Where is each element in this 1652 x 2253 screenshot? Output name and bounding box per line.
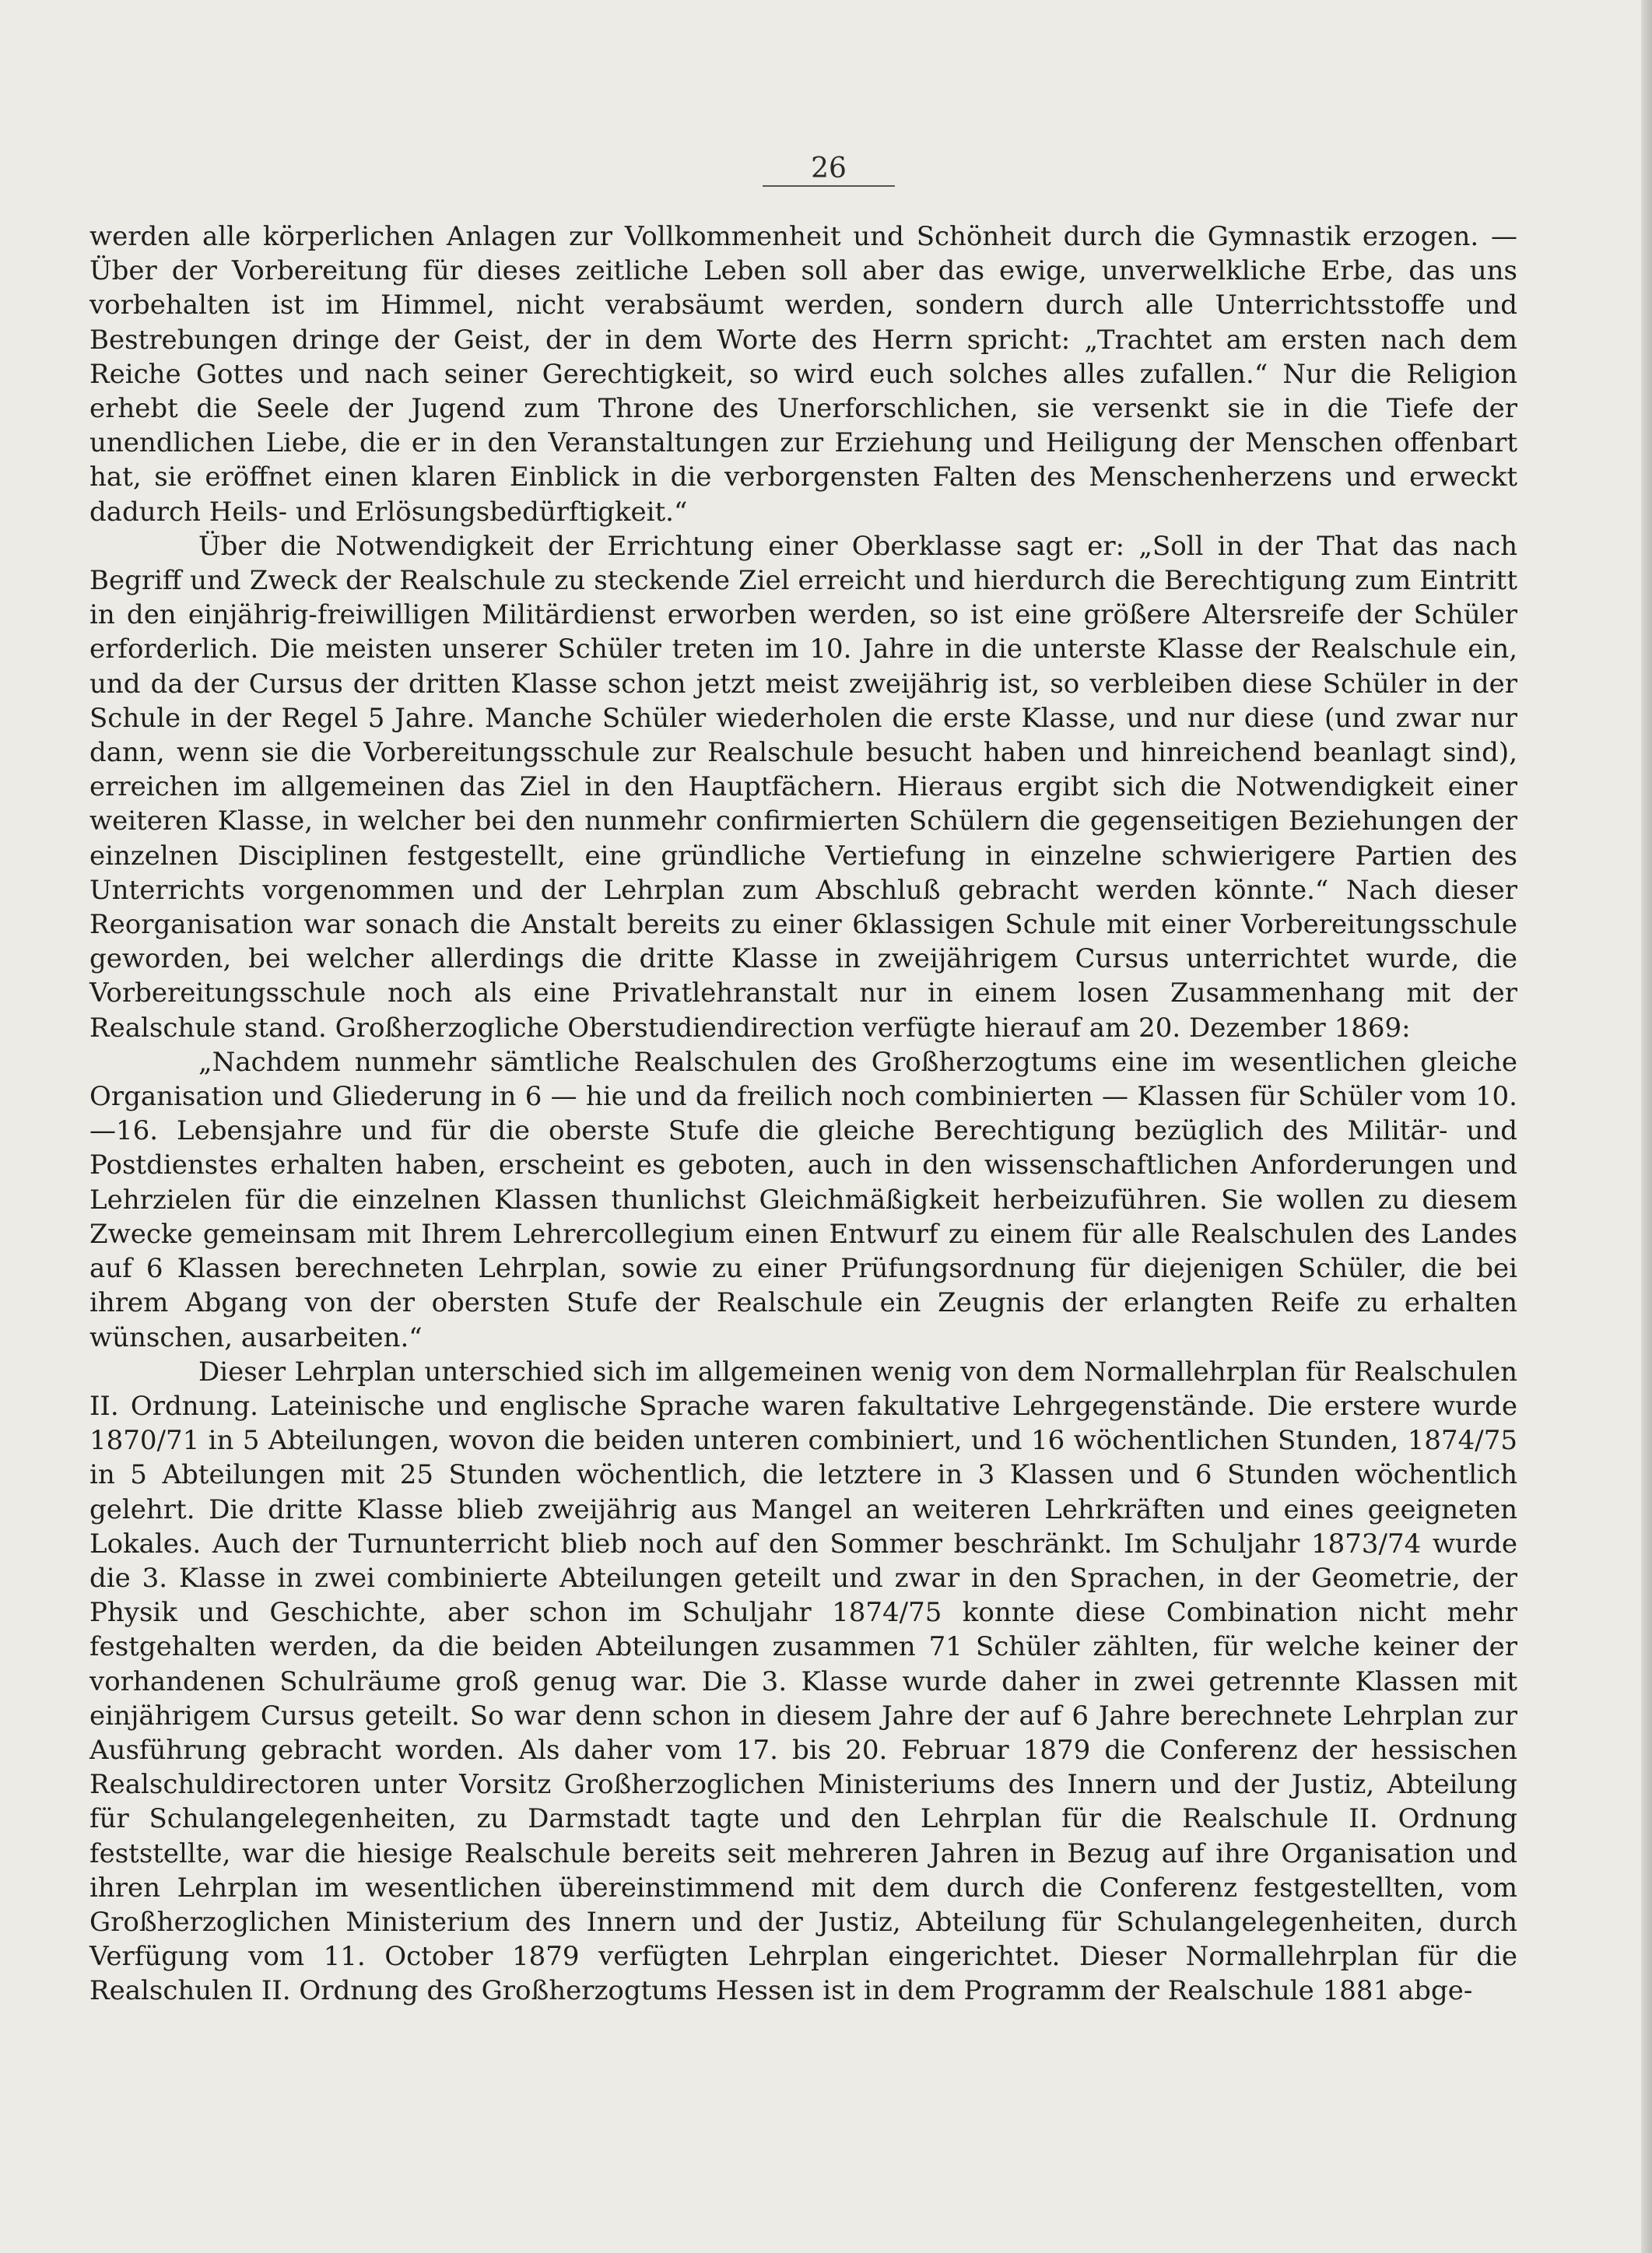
page-number-rule: [763, 185, 895, 187]
page-number: 26: [811, 153, 847, 184]
paragraph-4: Dieser Lehrplan unterschied sich im allgemeinen wenig von dem Normallehrplan für Realschulen II. Ordnung. Lateinische und englische Sprache waren fakultative Lehrgegenstände. Die erstere wurde 1870/71 in 5 Abteilungen, wovon die beiden unteren combiniert, und 16 wöchentlichen Stunden, 1874/75 in 5 Abteilungen mit 25 Stunden wöchentlich, die letztere in 3 Klassen und 6 Stunden wöchentlich gelehrt. Die dritte Klasse blieb zweijährig aus Mangel an weiteren Lehrkräften und eines geeigneten Lokales. Auch der Turnunterricht blieb noch auf den Sommer beschränkt. Im Schuljahr 1873/74 wurde die 3. Klasse in zwei combinierte Abteilungen geteilt und zwar in den Sprachen, in der Geometrie, der Physik und Geschichte, aber schon im Schuljahr 1874/75 konnte diese Combination nicht mehr festgehalten werden, da die beiden Abteilungen zusammen 71 Schüler zählten, für welche keiner der vorhandenen Schulräume groß genug war. Die 3. Klasse wurde daher in zwei getrennte Klassen mit einjährigem Cursus geteilt. So war denn schon in diesem Jahre der auf 6 Jahre berechnete Lehrplan zur Ausführung gebracht worden. Als daher vom 17. bis 20. Februar 1879 die Conferenz der hessischen Realschuldirectoren unter Vorsitz Großherzoglichen Ministeriums des Innern und der Justiz, Abteilung für Schulangelegenheiten, zu Darmstadt tagte und den Lehrplan für die Realschule II. Ordnung feststellte, war die hiesige Realschule bereits seit mehreren Jahren in Bezug auf ihre Organisation und ihren Lehrplan im wesentlichen übereinstimmend mit dem durch die Conferenz festgestellten, vom Großherzoglichen Ministerium des Innern und der Justiz, Abteilung für Schulangelegenheiten, durch Verfügung vom 11. October 1879 verfügten Lehrplan eingerichtet. Dieser Normallehrplan für die Realschulen II. Ordnung des Großherzogtums Hessen ist in dem Programm der Realschule 1881 abge-: [89, 1356, 1517, 2007]
paragraph-1: werden alle körperlichen Anlagen zur Vollkommenheit und Schönheit durch die Gymnastik erzogen. — Über der Vorbereitung für dieses zeitliche Leben soll aber das ewige, unverwelkliche Erbe, das uns vorbehalten ist im Himmel, nicht verabsäumt werden, sondern durch alle Unterrichtsstoffe und Bestrebungen dringe der Geist, der in dem Worte des Herrn spricht: „Trachtet am ersten nach dem Reiche Gottes und nach seiner Gerechtigkeit, so wird euch solches alles zufallen.“ Nur die Religion erhebt die Seele der Jugend zum Throne des Unerforschlichen, sie versenkt sie in die Tiefe der unendlichen Liebe, die er in den Veranstaltungen zur Erziehung und Heiligung der Menschen offenbart hat, sie eröffnet einen klaren Einblick in die verborgensten Falten des Menschenherzens und erweckt dadurch Heils- und Erlösungsbedürftigkeit.“: [89, 221, 1517, 528]
page-edge: [1641, 0, 1652, 2253]
paragraph-3-quotation: „Nachdem nunmehr sämtliche Realschulen des Großherzogtums eine im wesentlichen gleiche Organisation und Gliederung in 6 — hie und da freilich noch combinierten — Klassen für Schüler vom 10.—16. Lebensjahre und für die oberste Stufe die gleiche Berechtigung bezüglich des Militär- und Postdienstes erhalten haben, erscheint es geboten, auch in den wissenschaftlichen Anforderungen und Lehrzielen für die einzelnen Klassen thunlichst Gleichmäßigkeit herbeizuführen. Sie wollen zu diesem Zwecke gemeinsam mit Ihrem Lehrercollegium einen Entwurf zu einem für alle Realschulen des Landes auf 6 Klassen berechneten Lehrplan, sowie zu einer Prüfungsordnung für diejenigen Schüler, die bei ihrem Abgang von der obersten Stufe der Realschule ein Zeugnis der erlangten Reife zu erhalten wünschen, ausarbeiten.“: [89, 1046, 1517, 1353]
paragraph-2: Über die Notwendigkeit der Errichtung einer Oberklasse sagt er: „Soll in der That das nach Begriff und Zweck der Realschule zu steckende Ziel erreicht und hierdurch die Berechtigung zum Eintritt in den einjährig-freiwilligen Militärdienst erworben werden, so ist eine größere Altersreife der Schüler erforderlich. Die meisten unserer Schüler treten im 10. Jahre in die unterste Klasse der Realschule ein, und da der Cursus der dritten Klasse schon jetzt meist zweijährig ist, so verbleiben diese Schüler in der Schule in der Regel 5 Jahre. Manche Schüler wiederholen die erste Klasse, und nur diese (und zwar nur dann, wenn sie die Vorbereitungsschule zur Realschule besucht haben und hinreichend beanlagt sind), erreichen im allgemeinen das Ziel in den Hauptfächern. Hieraus ergibt sich die Notwendigkeit einer weiteren Klasse, in welcher bei den nunmehr confirmierten Schülern die gegenseitigen Beziehungen der einzelnen Disciplinen festgestellt, eine gründliche Vertiefung in einzelne schwierigere Partien des Unterrichts vorgenommen und der Lehrplan zum Abschluß gebracht werden könnte.“ Nach dieser Reorganisation war sonach die Anstalt bereits zu einer 6klassigen Schule mit einer Vorbereitungsschule geworden, bei welcher allerdings die dritte Klasse in zweijährigem Cursus unterrichtet wurde, die Vorbereitungsschule noch als eine Privatlehranstalt nur in einem losen Zusammenhang mit der Realschule stand. Großherzogliche Oberstudiendirection verfügte hierauf am 20. Dezember 1869:: [89, 530, 1517, 1044]
body-text: [89, 219, 1517, 2009]
